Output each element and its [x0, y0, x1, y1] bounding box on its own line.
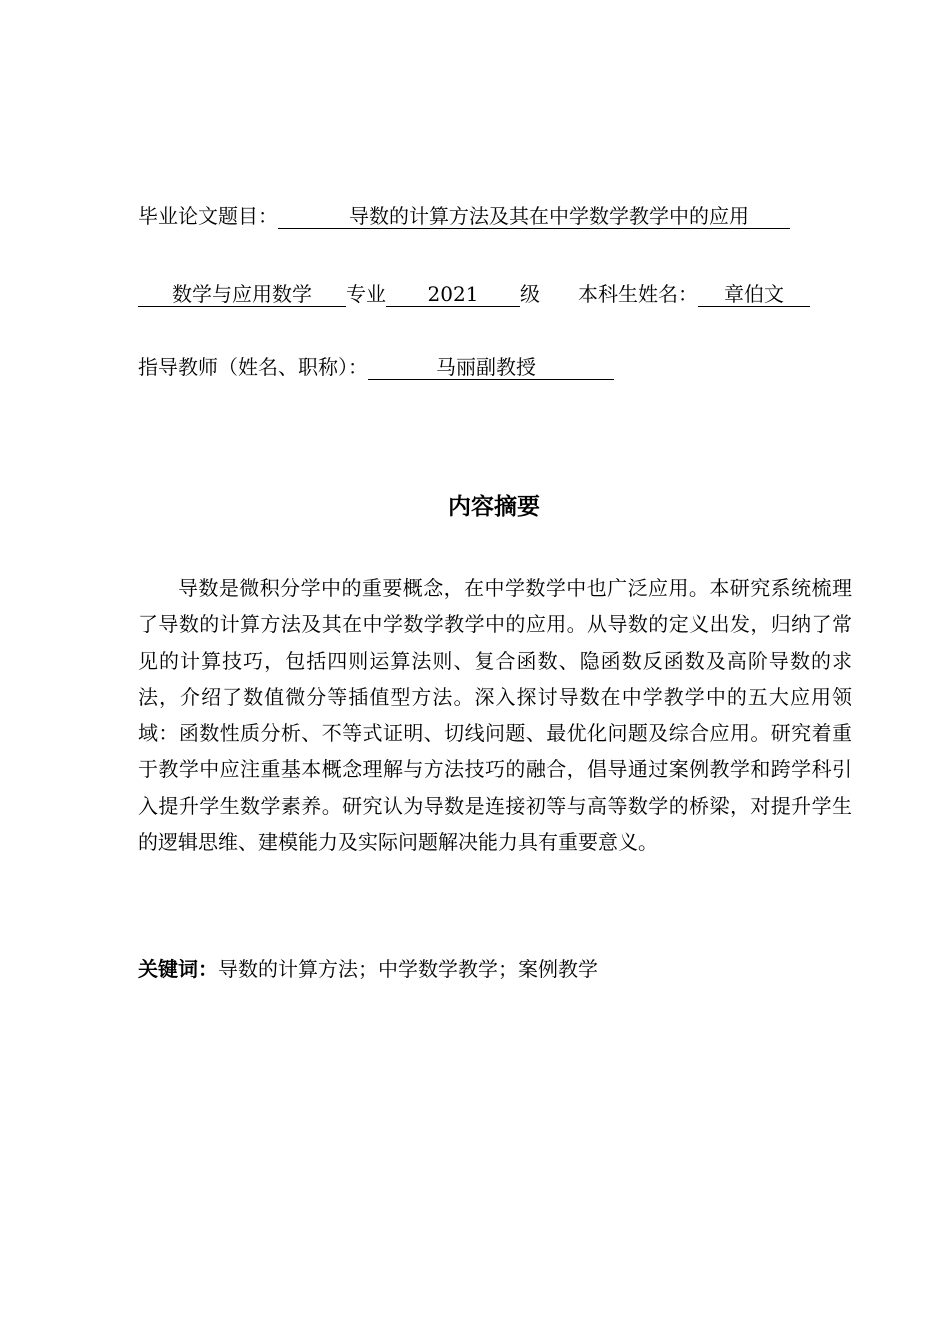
- student-name-value: 章伯文: [698, 282, 810, 307]
- grade-value: 2021: [386, 282, 520, 307]
- keywords-label: 关键词：: [138, 957, 218, 981]
- major-value: 数学与应用数学: [138, 282, 346, 307]
- advisor-value: 马丽副教授: [368, 355, 614, 380]
- thesis-title-line: [138, 201, 790, 231]
- advisor-label: 指导教师（姓名、职称）：: [138, 355, 368, 379]
- abstract-heading: 内容摘要: [448, 494, 540, 520]
- thesis-title-label: 毕业论文题目：: [138, 204, 278, 228]
- advisor-line: [138, 352, 614, 382]
- major-grade-name-line: [138, 279, 810, 309]
- keywords-line: [138, 954, 598, 984]
- grade-label: 级: [520, 282, 540, 306]
- keywords-value: 导数的计算方法；中学数学教学；案例教学: [218, 957, 598, 981]
- major-label: 专业: [346, 282, 386, 306]
- student-name-label: 本科生姓名：: [578, 282, 698, 306]
- abstract-body: 导数是微积分学中的重要概念，在中学数学中也广泛应用。本研究系统梳理了导数的计算方法及其在中学数学教学中的应用。从导数的定义出发，归纳了常见的计算技巧，包括四则运算法则、复合函数、隐函数反函数及高阶导数的求法，介绍了数值微分等插值型方法。深入探讨导数在中学教学中的五大应用领域：函数性质分析、不等式证明、切线问题、最优化问题及综合应用。研究着重于教学中应注重基本概念理解与方法技巧的融合，倡导通过案例教学和跨学科引入提升学生数学素养。研究认为导数是连接初等与高等数学的桥梁，对提升学生的逻辑思维、建模能力及实际问题解决能力具有重要意义。: [138, 576, 852, 855]
- thesis-title-value: 导数的计算方法及其在中学数学教学中的应用: [278, 204, 790, 229]
